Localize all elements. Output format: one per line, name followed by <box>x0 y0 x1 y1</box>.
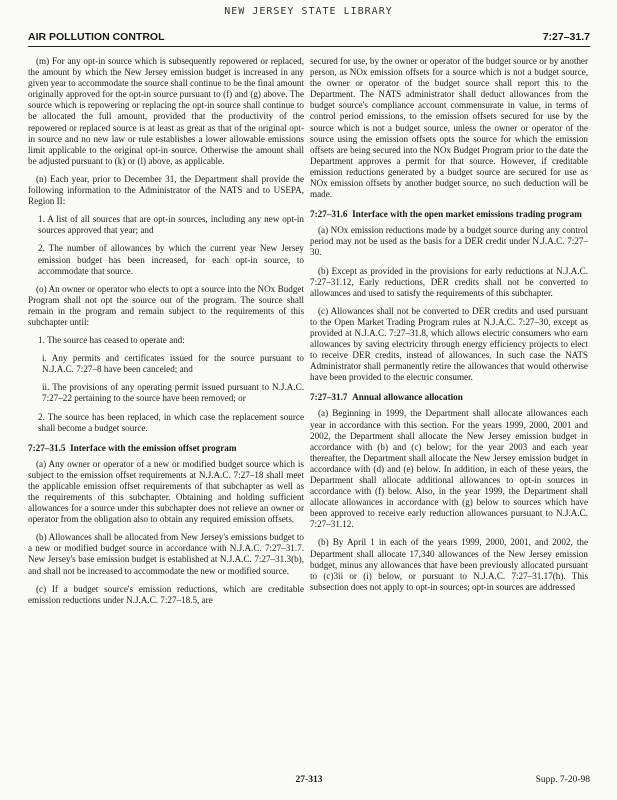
section-heading <box>310 392 588 403</box>
paragraph: 1. The source has ceased to operate and: <box>38 335 185 346</box>
paragraph: 2. The number of allowances by which the current year New Jersey emission budget has been increased, for each opt-in source, to accommodate that source. <box>38 243 304 276</box>
paragraph: ii. The provisions of any operating permit issued pursuant to N.J.A.C. 7:27–22 pertaining to the source have been removed; or <box>42 382 304 404</box>
section-number: 7:27–31.5 <box>28 442 66 453</box>
paragraph: (a) NOx emission reductions made by a budget source during any control period may not be used as the basis for a DER credit under N.J.A.C. 7:27–30. <box>310 225 588 258</box>
section-number: 7:27–31.6 <box>310 209 348 220</box>
section-number: 7:27–31.7 <box>310 392 348 403</box>
paragraph: (a) Beginning in 1999, the Department shall allocate allowances each year in accordance with this section. For the years 1999, 2000, 2001 and 2002, the Department shall allocate the New Jersey emission budget in accordance with (b) and (c) below; for the year 2003 and each year thereafter, the Department shall allocate the New Jersey emission budget in accordance with (d) and (e) below. In addition, in each of these years, the Department shall allocate additional allowances to opt-in sources in accordance with (f) below. Also, in the year 1999, the Department shall allocate allowances in accordance with (g) below to sources which have been approved to receive early reduction allowances pursuant to N.J.A.C. 7:27–31.12. <box>310 408 588 530</box>
header-section-number: 7:27–31.7 <box>542 31 590 43</box>
paragraph: 2. The source has been replaced, in which case the replacement source shall become a budget source. <box>38 411 304 433</box>
section-title: Interface with the emission offset program <box>70 442 237 453</box>
right-column <box>310 56 588 600</box>
library-stamp: NEW JERSEY STATE LIBRARY <box>224 6 393 17</box>
section-title: Interface with the open market emissions trading program <box>352 209 582 220</box>
section-title: Annual allowance allocation <box>352 392 463 403</box>
paragraph: (c) Allowances shall not be converted to DER credits and used pursuant to the Open Market Trading Program rules at N.J.A.C. 7:27–30, except as provided at N.J.A.C. 7:27–31.8, which allows electric consumers who earn allowances by saving electricity through energy efficiency projects to elect to receive DER credits, instead of allowances. In such case the NATS Administrator shall permanently retire the allowances that would otherwise have been provided to the electric consumer. <box>310 305 588 383</box>
paragraph: (b) Allowances shall be allocated from New Jersey's emissions budget to a new or modified budget source in accordance with N.J.A.C. 7:27–31.7. New Jersey's base emission budget is established at N.J.A.C. 7:27–31.3(b), and shall not be increased to accommodate the new or modified source. <box>28 532 304 576</box>
paragraph: (o) An owner or operator who elects to opt a source into the NOx Budget Program shall not opt the source out of the program. The source shall remain in the program and remain subject to the requirements of this subchapter until: <box>28 283 304 327</box>
paragraph: (m) For any opt-in source which is subsequently repowered or replaced, the amount by which the New Jersey emission budget is increased in any given year to accommodate the source shall continue to be the final amount originally approved for the opt-in source pursuant to (f) and (g) above. The source which is repowering or replacing the opt-in source shall continue to be allocated the full amount, provided that the productivity of the repowered or replaced source is at least as great as that of the original opt-in source and no new law or rule establishes a lower allowable emissions limit applicable to the original opt-in source. Otherwise the amount shall be adjusted pursuant to (k) or (l) above, as applicable. <box>28 56 304 166</box>
paragraph: (a) Any owner or operator of a new or modified budget source which is subject to the emission offset requirements at N.J.A.C. 7:27–18 shall meet the applicable emission offset requirements of that subchapter as well as the requirements of this subchapter. Obtaining and holding sufficient allowances for a source under this subchapter does not relieve an owner or operator from the obligation also to obtain any required emission offsets. <box>28 458 304 525</box>
paragraph: (b) By April 1 in each of the years 1999, 2000, 2001, and 2002, the Department shall allocate 17,340 allowances of the New Jersey emission budget, minus any allowances that have been previously allocated pursuant to (c)3ii or (i) below, or pursuant to N.J.A.C. 7:27–31.17(h). This subsection does not apply to opt-in sources; opt-in sources are addressed <box>310 537 588 592</box>
supplement-date: Supp. 7-20-98 <box>535 775 590 785</box>
paragraph: secured for use, by the owner or operator of the budget source or by another person, as NOx emission offsets for a source which is not a budget source, the owner or operator of the budget source shall report this to the Department. The NATS administrator shall deduct allowances from the budget source's compliance account commensurate in value, in terms of control period emissions, to the emission offsets secured for use by the source which is not a budget source, unless the owner or operator of the source using the emission offsets opts the source for which the emission offsets are being secured into the NOx Budget Program prior to the date the Department approves a permit for that source. However, if creditable emission reductions generated by a budget source are secured for use as NOx emission offsets by another budget source, no such deduction will be made. <box>310 56 588 200</box>
paragraph: (b) Except as provided in the provisions for early reductions at N.J.A.C. 7:27–31.12, Early reductions, DER credits shall not be converted to allowances and used to satisfy the requirements of this subchapter. <box>310 265 588 298</box>
paragraph: (n) Each year, prior to December 31, the Department shall provide the following information to the Administrator of the NATS and to USEPA, Region II: <box>28 173 304 207</box>
paragraph: 1. A list of all sources that are opt-in sources, including any new opt-in sources approved that year; and <box>38 214 304 236</box>
page-number: 27-313 <box>295 775 323 785</box>
left-column <box>28 56 304 613</box>
section-heading <box>310 209 588 220</box>
paragraph: (c) If a budget source's emission reductions, which are creditable emission reductions under N.J.A.C. 7:27–18.5, are <box>28 583 304 605</box>
paragraph: i. Any permits and certificates issued for the source pursuant to N.J.A.C. 7:27–8 have been canceled; and <box>42 353 304 375</box>
running-header <box>28 30 590 47</box>
section-heading <box>28 443 304 454</box>
header-title: AIR POLLUTION CONTROL <box>28 31 165 43</box>
